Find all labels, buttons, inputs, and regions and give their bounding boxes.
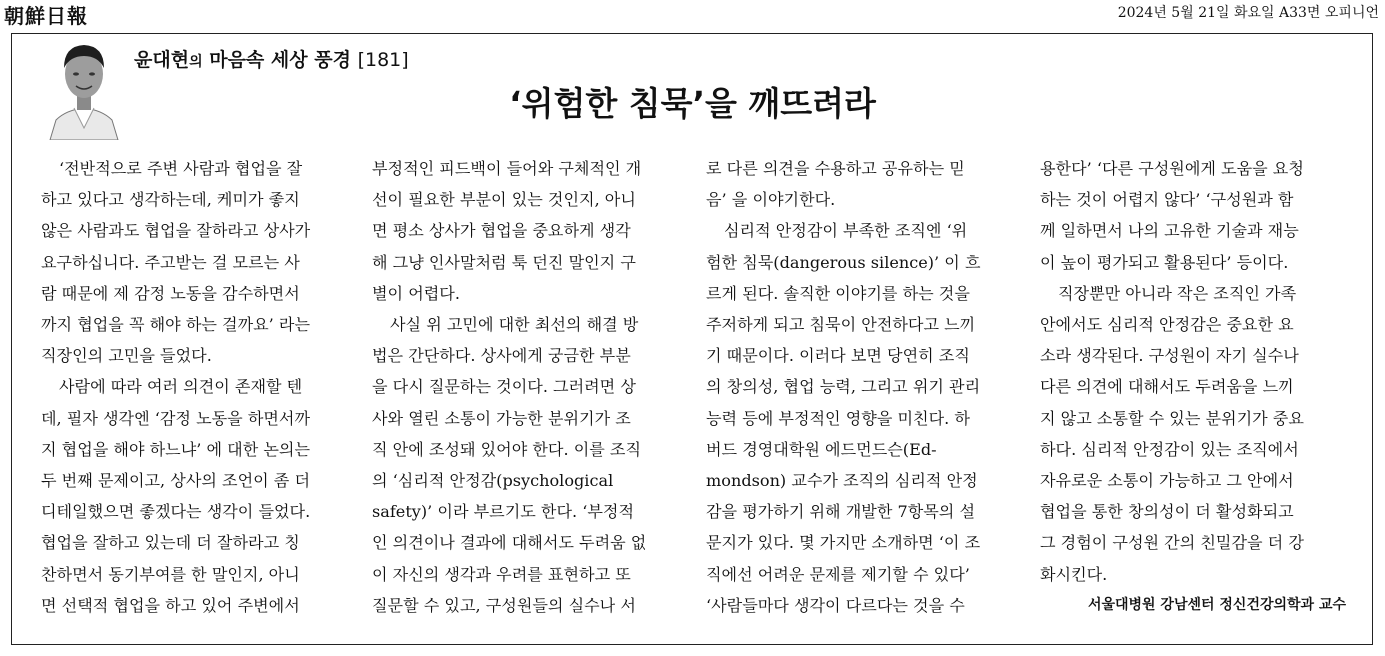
body-line: 찬하면서 동기부여를 한 말인지, 아니 — [41, 564, 300, 584]
body-line: 르게 된다. 솔직한 이야기를 하는 것을 — [706, 283, 970, 303]
body-line: 감을 평가하기 위해 개발한 7항목의 설 — [706, 502, 976, 522]
body-line: 험한 침묵(dangerous silence)’ 이 흐 — [706, 252, 981, 272]
newspaper-masthead: 朝鮮日報 — [4, 4, 88, 28]
body-line: 협업을 잘하고 있는데 더 잘하라고 칭 — [41, 533, 300, 553]
body-line: 하는 것이 어렵지 않다’ ‘구성원과 함 — [1040, 190, 1294, 210]
body-line: 요구하십니다. 주고받는 걸 모르는 사 — [41, 252, 300, 272]
body-line: 하고 있다고 생각하는데, 케미가 좋지 — [41, 190, 300, 210]
body-line: 별이 어렵다. — [372, 283, 460, 303]
body-line: 부정적인 피드백이 들어와 구체적인 개 — [372, 159, 642, 178]
body-line: 지 않고 소통할 수 있는 분위기가 중요 — [1040, 408, 1304, 428]
body-line: 을 다시 질문하는 것이다. 그러려면 상 — [372, 377, 636, 397]
series-title — [134, 45, 409, 72]
author-name: 윤대현 — [134, 49, 190, 71]
dateline: 2024년 5월 21일 화요일 A33면 오피니언 — [1117, 5, 1379, 21]
body-line: 직 안에 조성돼 있어야 한다. 이를 조직 — [372, 439, 642, 459]
body-line: 버드 경영대학원 에드먼드슨(Ed- — [706, 439, 937, 459]
body-column-2 — [372, 153, 678, 621]
body-line: 심리적 안정감이 부족한 조직엔 ‘위 — [724, 221, 968, 241]
body-line: 기 때문이다. 이러다 보면 당연히 조직 — [706, 346, 970, 366]
body-line: 까지 협업을 꼭 해야 하는 걸까요’ 라는 — [41, 315, 311, 335]
body-line: 주저하게 되고 침묵이 안전하다고 느끼 — [706, 315, 976, 335]
body-line: 다른 의견에 대해서도 두려움을 느끼 — [1040, 377, 1294, 397]
body-line: 사와 열린 소통이 가능한 분위기가 조 — [372, 408, 631, 428]
body-line: 의 창의성, 협업 능력, 그리고 위기 관리 — [706, 377, 981, 397]
body-line: 로 다른 의견을 수용하고 공유하는 믿 — [706, 159, 965, 178]
body-line: 해 그냥 인사말처럼 툭 던진 말인지 구 — [372, 252, 636, 272]
author-suffix: 의 — [189, 54, 203, 70]
body-line: 소라 생각된다. 구성원이 자기 실수나 — [1040, 346, 1299, 366]
author-byline: 서울대병원 강남센터 정신건강의학과 교수 — [1087, 596, 1346, 613]
body-line: 능력 등에 부정적인 영향을 미친다. 하 — [706, 408, 970, 428]
body-line: 사람에 따라 여러 의견이 존재할 텐 — [59, 377, 303, 397]
headline: ‘위험한 침묵’을 깨뜨려라 — [509, 84, 876, 123]
body-line: mondson) 교수가 조직의 심리적 안정 — [706, 471, 978, 491]
body-line: 직에선 어려운 문제를 제기할 수 있다’ — [706, 564, 970, 584]
body-line: 인 의견이나 결과에 대해서도 두려움 없 — [372, 533, 647, 553]
body-line: 면 선택적 협업을 하고 있어 주변에서 — [41, 595, 300, 615]
body-line: 자유로운 소통이 가능하고 그 안에서 — [1040, 471, 1294, 491]
series-name: 마음속 세상 풍경 — [209, 49, 351, 71]
body-line: 질문할 수 있고, 구성원들의 실수나 서 — [372, 595, 636, 615]
body-line: 용한다’ ‘다른 구성원에게 도움을 요청 — [1040, 159, 1304, 178]
body-line: 직장뿐만 아니라 작은 조직인 가족 — [1058, 283, 1297, 303]
body-line: 께 일하면서 나의 고유한 기술과 재능 — [1040, 221, 1299, 241]
body-line: 면 평소 상사가 협업을 중요하게 생각 — [372, 221, 631, 241]
body-column-4 — [1040, 153, 1346, 621]
body-line: 법은 간단하다. 상사에게 궁금한 부분 — [372, 346, 631, 366]
body-line: 이 자신의 생각과 우려를 표현하고 또 — [372, 564, 631, 584]
body-column-1 — [41, 153, 347, 621]
body-line: safety)’ 이라 부르기도 한다. ‘부정적 — [372, 502, 634, 522]
body-line: 지 협업을 해야 하느냐’ 에 대한 논의는 — [41, 439, 311, 459]
body-line: 그 경험이 구성원 간의 친밀감을 더 강 — [1040, 533, 1304, 553]
body-line: 안에서도 심리적 안정감은 중요한 요 — [1040, 315, 1294, 335]
body-line: 디테일했으면 좋겠다는 생각이 들었다. — [41, 502, 311, 522]
body-line: 사실 위 고민에 대한 최선의 해결 방 — [390, 315, 639, 335]
body-line: ‘전반적으로 주변 사람과 협업을 잘 — [59, 159, 303, 178]
body-line: 화시킨다. — [1040, 564, 1108, 584]
body-line: 협업을 통한 창의성이 더 활성화되고 — [1040, 502, 1294, 522]
body-line: 선이 필요한 부분이 있는 것인지, 아니 — [372, 190, 636, 210]
series-number: [181] — [357, 49, 409, 71]
body-line: 음’ 을 이야기한다. — [706, 190, 836, 210]
body-line: 직장인의 고민을 들었다. — [41, 346, 212, 366]
body-line: 문지가 있다. 몇 가지만 소개하면 ‘이 조 — [706, 533, 981, 553]
body-line: ‘사람들마다 생각이 다르다는 것을 수 — [706, 595, 965, 615]
body-line: 이 높이 평가되고 활용된다’ 등이다. — [1040, 252, 1289, 272]
body-line: 두 번째 문제이고, 상사의 조언이 좀 더 — [41, 471, 311, 491]
body-line: 의 ‘심리적 안정감(psychological — [372, 471, 614, 491]
body-line: 하다. 심리적 안정감이 있는 조직에서 — [1040, 439, 1299, 459]
body-line: 않은 사람과도 협업을 잘하라고 상사가 — [41, 221, 311, 241]
body-line: 데, 필자 생각엔 ‘감정 노동을 하면서까 — [41, 408, 311, 428]
body-line: 람 때문에 제 감정 노동을 감수하면서 — [41, 283, 300, 303]
body-column-3 — [706, 153, 1012, 621]
